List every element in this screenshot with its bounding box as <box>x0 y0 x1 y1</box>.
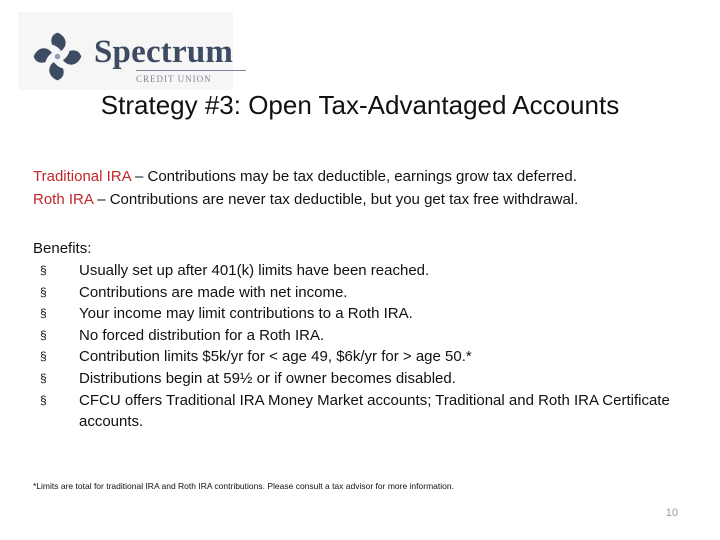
square-bullet-icon: § <box>40 263 47 277</box>
benefit-text: Contribution limits $5k/yr for < age 49, $6k/yr for > age 50.* <box>79 348 472 366</box>
square-bullet-icon: § <box>40 392 47 407</box>
roth-ira-label: Roth IRA <box>33 191 94 208</box>
slide-title: Strategy #3: Open Tax-Advantaged Accounts <box>100 90 620 120</box>
list-item <box>33 325 673 347</box>
benefit-text: Usually set up after 401(k) limits have been reached. <box>79 262 430 279</box>
benefits-section <box>33 237 673 433</box>
list-item <box>33 346 673 368</box>
ira-descriptions <box>33 165 578 211</box>
square-bullet-icon: § <box>40 349 47 364</box>
logo-subtitle: CREDIT UNION <box>136 74 212 84</box>
benefits-list <box>33 260 673 433</box>
spectrum-logo <box>18 12 233 90</box>
logo-divider <box>136 70 246 71</box>
square-bullet-icon: § <box>40 327 47 342</box>
benefit-text: Contributions are made with net income. <box>79 283 348 301</box>
footnote: *Limits are total for traditional IRA and Roth IRA contributions. Please consult a tax advisor for more information. <box>33 481 454 491</box>
square-bullet-icon: § <box>40 370 47 385</box>
benefit-text: Your income may limit contributions to a Roth IRA. <box>79 305 413 323</box>
traditional-ira-line <box>33 165 578 188</box>
roth-ira-line <box>33 188 578 211</box>
benefit-text: No forced distribution for a Roth IRA. <box>79 326 325 344</box>
traditional-ira-label: Traditional IRA <box>33 168 131 185</box>
list-item <box>33 282 673 304</box>
benefits-heading: Benefits: <box>33 240 92 257</box>
list-item <box>33 303 673 325</box>
benefit-text: CFCU offers Traditional IRA Money Market accounts; Traditional and Roth IRA Certificate accounts. <box>79 391 670 431</box>
roth-ira-text: – Contributions are never tax deductible, but you get tax free withdrawal. <box>93 191 579 208</box>
traditional-ira-text: – Contributions may be tax deductible, earnings grow tax deferred. <box>130 168 577 185</box>
list-item <box>33 368 673 390</box>
list-item <box>33 390 673 433</box>
logo-name: Spectrum <box>94 34 234 70</box>
square-bullet-icon: § <box>40 284 47 299</box>
spectrum-logo-icon <box>30 29 85 84</box>
square-bullet-icon: § <box>40 306 47 321</box>
page-number: 10 <box>665 507 678 519</box>
benefit-text: Distributions begin at 59½ or if owner becomes disabled. <box>79 369 456 387</box>
list-item <box>33 260 673 282</box>
